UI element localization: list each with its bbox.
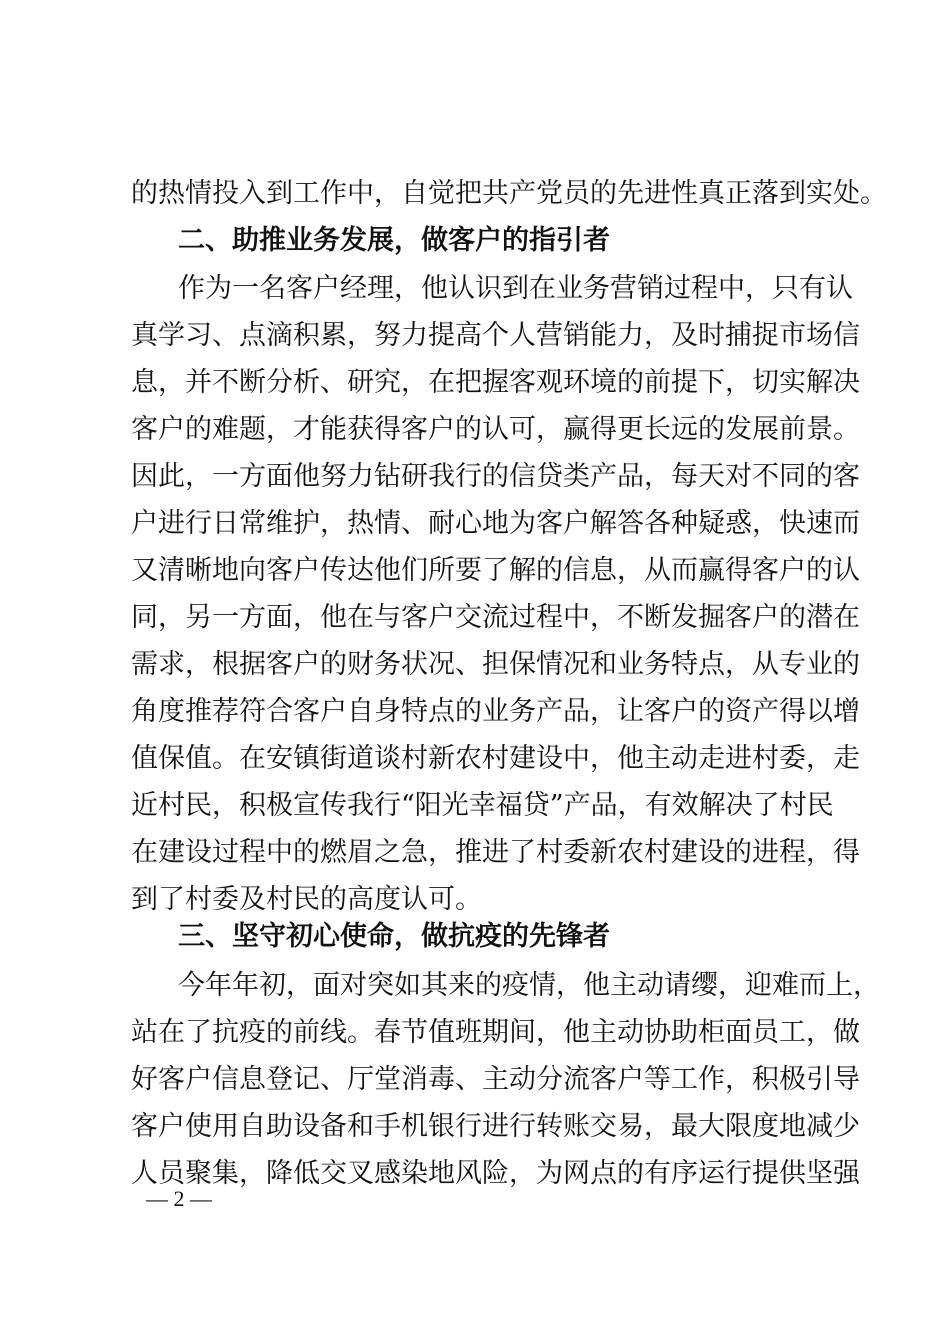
section-heading-3: 三、坚守初心使命，做抗疫的先锋者 (178, 921, 610, 952)
paragraph-2-line-13: 在建设过程中的燃眉之急，推进了村委新农村建设的进程，得 (131, 837, 860, 868)
paragraph-2-line-5: 因此，一方面他努力钻研我行的信贷类产品，每天对不同的客 (131, 461, 860, 492)
paragraph-2-line-1: 作为一名客户经理，他认识到在业务营销过程中，只有认 (178, 273, 853, 304)
paragraph-3-line-2: 站在了抗疫的前线。春节值班期间，他主动协助柜面员工，做 (131, 1017, 860, 1048)
paragraph-3-line-1: 今年年初，面对突如其来的疫情，他主动请缨，迎难而上， (178, 970, 880, 1001)
paragraph-2-line-10: 角度推荐符合客户自身特点的业务产品，让客户的资产得以增 (131, 696, 860, 727)
paragraph-2-line-7: 又清晰地向客户传达他们所要了解的信息，从而赢得客户的认 (131, 555, 860, 586)
page-number: — 2 — (146, 1186, 212, 1211)
paragraph-2-line-2: 真学习、点滴积累，努力提高个人营销能力，及时捕捉市场信 (131, 320, 860, 351)
paragraph-2-line-14: 到了村委及村民的高度认可。 (131, 884, 482, 915)
paragraph-3-line-5: 人员聚集，降低交叉感染地风险，为网点的有序运行提供坚强 (131, 1158, 860, 1189)
paragraph-2-line-11: 值保值。在安镇街道谈村新农村建设中，他主动走进村委，走 (131, 743, 860, 774)
paragraph-2-line-6: 户进行日常维护，热情、耐心地为客户解答各种疑惑，快速而 (131, 508, 860, 539)
section-heading-2: 二、助推业务发展，做客户的指引者 (178, 225, 610, 256)
paragraph-2-line-12: 近村民，积极宣传我行“阳光幸福贷”产品，有效解决了村民 (131, 790, 834, 821)
paragraph-2-line-9: 需求，根据客户的财务状况、担保情况和业务特点，从专业的 (131, 649, 860, 680)
paragraph-1-line-1: 的热情投入到工作中，自觉把共产党员的先进性真正落到实处。 (131, 178, 887, 209)
paragraph-3-line-4: 客户使用自助设备和手机银行进行转账交易，最大限度地减少 (131, 1111, 860, 1142)
paragraph-3-line-3: 好客户信息登记、厅堂消毒、主动分流客户等工作，积极引导 (131, 1064, 860, 1095)
paragraph-2-line-4: 客户的难题，才能获得客户的认可，赢得更长远的发展前景。 (131, 414, 860, 445)
paragraph-2-line-8: 同，另一方面，他在与客户交流过程中，不断发掘客户的潜在 (131, 602, 860, 633)
paragraph-2-line-3: 息，并不断分析、研究，在把握客观环境的前提下，切实解决 (131, 367, 860, 398)
